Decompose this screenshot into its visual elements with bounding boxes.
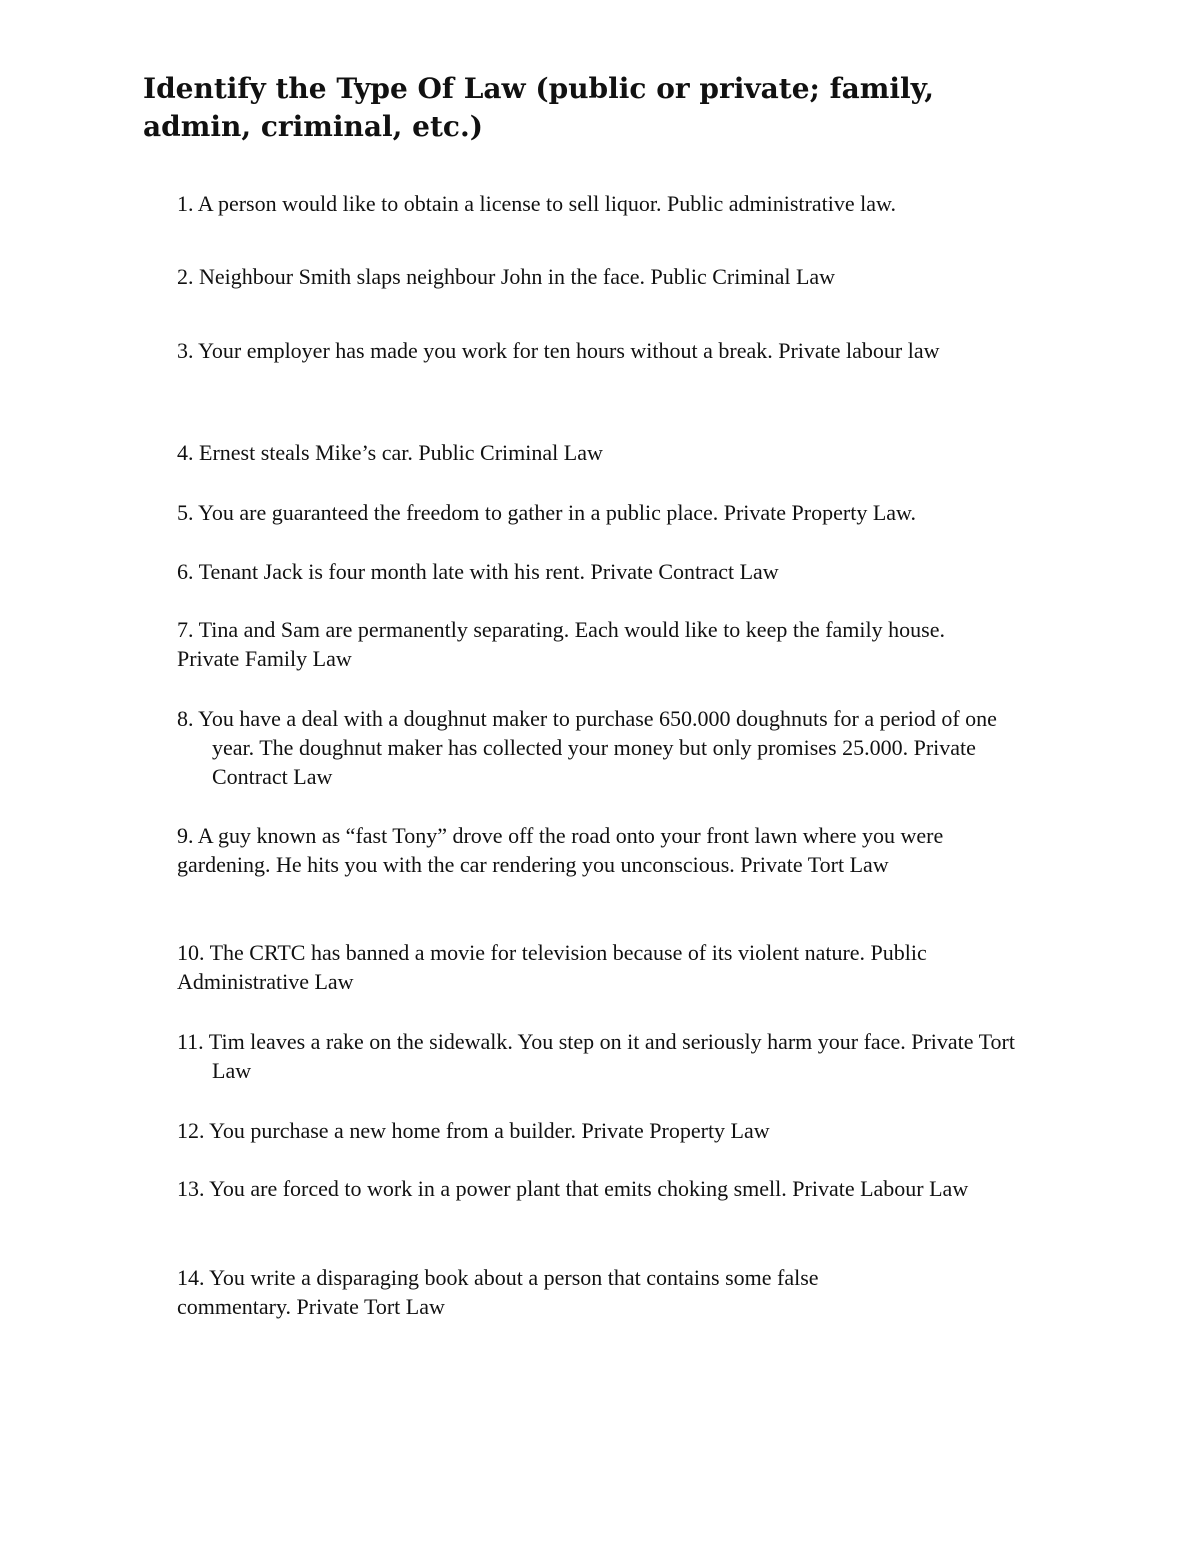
question-item-10: 10. The CRTC has banned a movie for television because of its violent nature. Public Administrative Law: [177, 940, 927, 994]
question-item-5: 5. You are guaranteed the freedom to gather in a public place. Private Property Law.: [177, 500, 916, 525]
document-title: Identify the Type Of Law (public or private; family, admin, criminal, etc.): [143, 72, 935, 143]
question-item-1: 1. A person would like to obtain a license to sell liquor. Public administrative law.: [177, 191, 896, 216]
question-item-13: 13. You are forced to work in a power plant that emits choking smell. Private Labour Law: [177, 1176, 969, 1201]
question-item-14: 14. You write a disparaging book about a person that contains some false commentary. Private Tort Law: [177, 1265, 819, 1319]
question-item-12: 12. You purchase a new home from a builder. Private Property Law: [177, 1118, 770, 1143]
question-item-11: 11. Tim leaves a rake on the sidewalk. You step on it and seriously harm your face. Private Tort Law: [177, 1029, 1015, 1083]
question-item-4: 4. Ernest steals Mike’s car. Public Criminal Law: [177, 440, 603, 465]
question-item-6: 6. Tenant Jack is four month late with his rent. Private Contract Law: [177, 559, 779, 584]
question-item-3: 3. Your employer has made you work for ten hours without a break. Private labour law: [177, 338, 940, 363]
question-item-7: 7. Tina and Sam are permanently separating. Each would like to keep the family house. Private Family Law: [177, 617, 945, 671]
question-item-2: 2. Neighbour Smith slaps neighbour John in the face. Public Criminal Law: [177, 264, 836, 289]
question-item-9: 9. A guy known as “fast Tony” drove off the road onto your front lawn where you were gardening. He hits you with the car rendering you unconscious. Private Tort Law: [177, 823, 944, 877]
question-item-8: 8. You have a deal with a doughnut maker to purchase 650.000 doughnuts for a period of one year. The doughnut maker has collected your money but only promises 25.000. Private Contract Law: [177, 706, 997, 789]
